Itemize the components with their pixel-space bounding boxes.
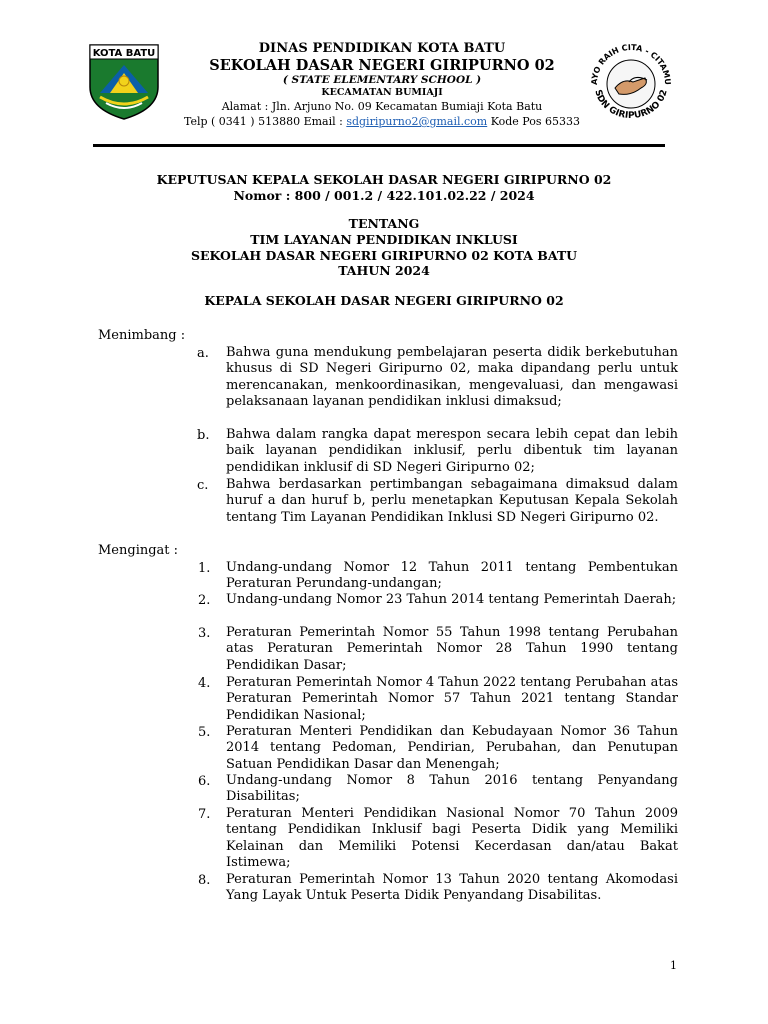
letterhead — [160, 41, 604, 129]
list-item: Peraturan Menteri Pendidikan Nasional Nomor 70 Tahun 2009 tentang Pendidikan Inklusif bagi Peserta Didik yang Memiliki Kelainan dan Memiliki Potensi Kecerdasan dan/atau Bakat Istimewa; — [226, 806, 678, 871]
list-item: Undang-undang Nomor 12 Tahun 2011 tentang Pembentukan Peraturan Perundang-undangan; — [226, 560, 678, 592]
school-address: Alamat : Jln. Arjuno No. 09 Kecamatan Bumiaji Kota Batu — [221, 100, 543, 113]
list-item: Peraturan Menteri Pendidikan dan Kebudayaan Nomor 36 Tahun 2014 tentang Pedoman, Pendirian, Perubahan, dan Penutupan Satuan Pendidikan Dasar dan Menengah; — [226, 724, 678, 772]
list-item: Peraturan Pemerintah Nomor 4 Tahun 2022 tentang Perubahan atas Peraturan Pemerintah Nomor 57 Tahun 2021 tentang Standar Pendidikan Nasional; — [226, 675, 678, 723]
postal-code-text: Kode Pos 65333 — [487, 115, 581, 128]
list-item: Bahwa dalam rangka dapat merespon secara lebih cepat dan lebih baik layanan pendidikan inklusif, perlu dibentuk tim layanan pendidikan inklusif di SD Negeri Giripurno 02; — [226, 427, 678, 475]
topic-year: TAHUN 2024 — [338, 263, 430, 278]
school-motto-text: AYO RAIH CITA - CITAMU — [589, 42, 673, 86]
list-item-marker: 3. — [198, 626, 211, 641]
list-item: Bahwa guna mendukung pembelajaran peserta didik berkebutuhan khusus di SD Negeri Giripurno 02, maka dipandang perlu untuk merencanakan, menkoordinasikan, mengevaluasi, dan mengawasi pelaksanaan layanan pendidikan inklusi dimaksud; — [226, 345, 678, 410]
principal-heading: KEPALA SEKOLAH DASAR NEGERI GIRIPURNO 02 — [204, 293, 564, 308]
list-item-marker: b. — [197, 428, 210, 443]
kota-batu-logo — [86, 41, 162, 121]
list-item-marker: 7. — [198, 807, 211, 822]
topic-line-1: TIM LAYANAN PENDIDIKAN INKLUSI — [250, 232, 518, 247]
kota-batu-logo-text: KOTA BATU — [92, 48, 156, 59]
decision-title: KEPUTUSAN KEPALA SEKOLAH DASAR NEGERI GIRIPURNO 02 — [156, 172, 612, 187]
list-item: Undang-undang Nomor 8 Tahun 2016 tentang Penyandang Disabilitas; — [226, 773, 678, 805]
list-item: Bahwa berdasarkan pertimbangan sebagaimana dimaksud dalam huruf a dan huruf b, perlu menetapkan Keputusan Kepala Sekolah tentang Tim Layanan Pendidikan Inklusi SD Negeri Giripurno 02. — [226, 477, 678, 525]
list-item-marker: 4. — [198, 676, 211, 691]
page-number: 1 — [670, 959, 677, 972]
phone-text: Telp ( 0341 ) 513880 Email : — [183, 115, 347, 128]
district-name: KECAMATAN BUMIAJI — [321, 87, 443, 98]
list-item-marker: c. — [197, 478, 209, 493]
school-subtitle: ( STATE ELEMENTARY SCHOOL ) — [282, 74, 482, 86]
letterhead-divider — [93, 144, 665, 147]
menimbang-label: Menimbang : — [98, 328, 186, 343]
list-item-marker: a. — [197, 346, 209, 361]
school-logo-name-text: SDN GIRIPURNO 02 — [592, 88, 670, 122]
email-link[interactable]: sdgiripurno2@gmail.com — [346, 115, 488, 128]
list-item: Peraturan Pemerintah Nomor 13 Tahun 2020 tentang Akomodasi Yang Layak Untuk Peserta Didik Penyandang Disabilitas. — [226, 872, 678, 904]
mengingat-label: Mengingat : — [98, 543, 179, 558]
list-item: Undang-undang Nomor 23 Tahun 2014 tentang Pemerintah Daerah; — [226, 592, 677, 607]
list-item-marker: 2. — [198, 593, 211, 608]
list-item: Peraturan Pemerintah Nomor 55 Tahun 1998 tentang Perubahan atas Peraturan Pemerintah Nomor 28 Tahun 1990 tentang Pendidikan Dasar; — [226, 625, 678, 673]
list-item-marker: 6. — [198, 774, 211, 789]
about-heading: TENTANG — [348, 216, 420, 231]
topic-line-2: SEKOLAH DASAR NEGERI GIRIPURNO 02 KOTA BATU — [190, 248, 578, 263]
school-name: SEKOLAH DASAR NEGERI GIRIPURNO 02 — [209, 57, 555, 74]
list-item-marker: 8. — [198, 873, 211, 888]
agency-name: DINAS PENDIDIKAN KOTA BATU — [258, 41, 506, 56]
list-item-marker: 5. — [198, 725, 211, 740]
list-item-marker: 1. — [198, 561, 211, 576]
decision-number: Nomor : 800 / 001.2 / 422.101.02.22 / 2024 — [233, 188, 535, 203]
school-logo — [585, 40, 677, 122]
school-contact — [160, 114, 604, 129]
